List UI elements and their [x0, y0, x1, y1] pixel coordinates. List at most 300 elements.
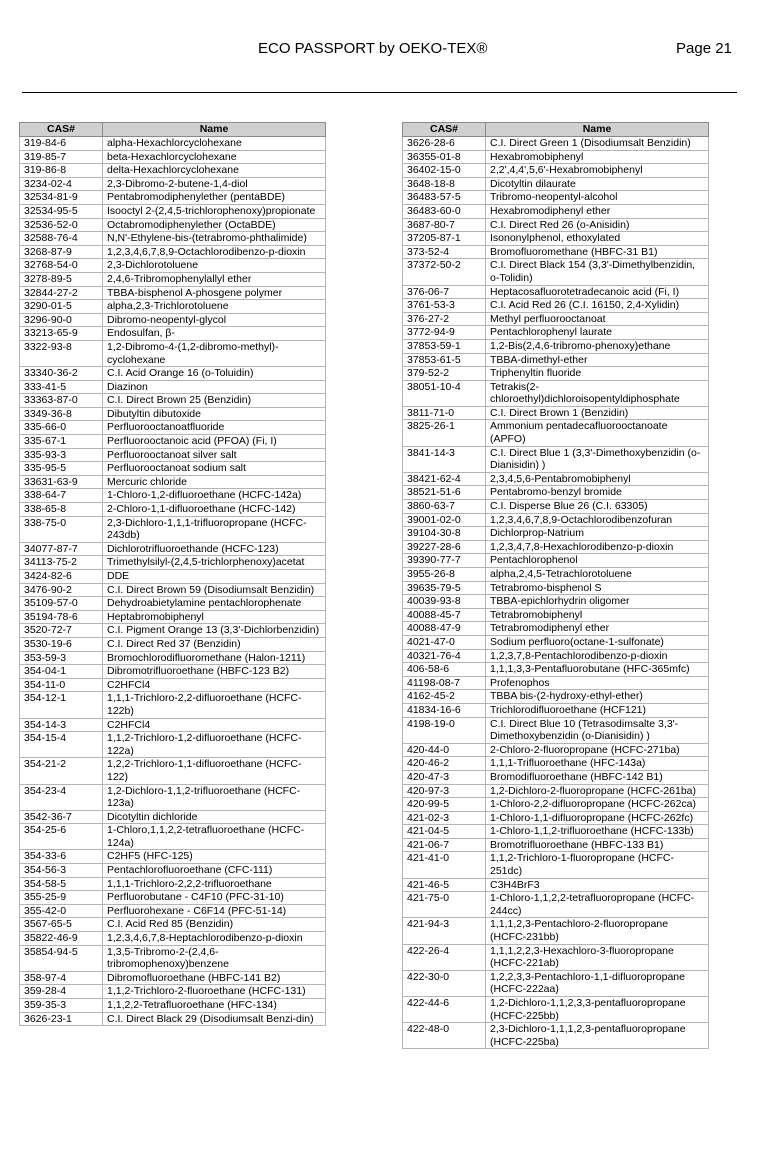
- table-row: [20, 421, 326, 435]
- cas-number-cell: 3761-53-3: [403, 299, 486, 313]
- cas-number-cell: 41834-16-6: [403, 703, 486, 717]
- header-divider: [22, 92, 737, 93]
- table-row: [403, 838, 709, 852]
- cas-number-cell: 355-25-9: [20, 891, 103, 905]
- substance-name-cell: Bromotrifluoroethane (HBFC-133 B1): [486, 838, 709, 852]
- cas-number-cell: 33363-87-0: [20, 394, 103, 408]
- cas-number-cell: 3648-18-8: [403, 177, 486, 191]
- substance-name-cell: C.I. Direct Black 154 (3,3'-Dimethylbenzidin, o-Tolidin): [486, 259, 709, 285]
- table-row: [20, 999, 326, 1013]
- substance-name-cell: 1,1,1,2,3-Pentachloro-2-fluoropropane (HCFC-231bb): [486, 918, 709, 944]
- table-row: [403, 204, 709, 218]
- cas-number-cell: 422-26-4: [403, 944, 486, 970]
- substance-name-cell: Heptabromobiphenyl: [103, 610, 326, 624]
- table-row: [403, 568, 709, 582]
- table-row: [20, 218, 326, 232]
- cas-number-cell: 3530-19-6: [20, 637, 103, 651]
- substance-name-cell: 1,2-Dichloro-2-fluoropropane (HCFC-261ba): [486, 784, 709, 798]
- substance-name-cell: C.I. Acid Orange 16 (o-Toluidin): [103, 367, 326, 381]
- table-row: [403, 339, 709, 353]
- table-row: [20, 718, 326, 732]
- table-row: [20, 945, 326, 971]
- table-row: [403, 649, 709, 663]
- table-row: [403, 150, 709, 164]
- cas-number-cell: 32588-76-4: [20, 232, 103, 246]
- table-row: [20, 503, 326, 517]
- cas-number-cell: 38521-51-6: [403, 486, 486, 500]
- name-column-header: Name: [486, 123, 709, 137]
- table-row: [20, 164, 326, 178]
- table-row: [20, 177, 326, 191]
- table-row: [20, 137, 326, 151]
- table-row: [20, 286, 326, 300]
- table-row: [20, 665, 326, 679]
- cas-number-cell: 354-25-6: [20, 824, 103, 850]
- substance-name-cell: C.I. Direct Red 26 (o-Anisidin): [486, 218, 709, 232]
- table-row: [403, 676, 709, 690]
- cas-number-cell: 420-47-3: [403, 770, 486, 784]
- substance-name-cell: Pentachlorophenyl laurate: [486, 326, 709, 340]
- substance-name-cell: Dibromotrifluoroethane (HBFC-123 B2): [103, 665, 326, 679]
- table-row: [403, 997, 709, 1023]
- cas-number-cell: 33340-36-2: [20, 367, 103, 381]
- table-row: [20, 583, 326, 597]
- substance-name-cell: C.I. Direct Blue 10 (Tetrasodimsalte 3,3'-Dimethoxybenzidin (o-Dianisidin) ): [486, 717, 709, 743]
- table-row: [403, 717, 709, 743]
- substance-name-cell: Mercuric chloride: [103, 475, 326, 489]
- substance-name-cell: 2,3-Dibromo-2-butene-1,4-diol: [103, 177, 326, 191]
- substance-name-cell: Pentabromodiphenylether (pentaBDE): [103, 191, 326, 205]
- cas-number-cell: 37372-50-2: [403, 259, 486, 285]
- table-row: [20, 150, 326, 164]
- substance-name-cell: 1-Chloro-1,1,2-trifluoroethane (HCFC-133b): [486, 825, 709, 839]
- substance-name-cell: Pentachlorophenol: [486, 554, 709, 568]
- cas-number-cell: 3234-02-4: [20, 177, 103, 191]
- table-row: [403, 581, 709, 595]
- table-row: [403, 878, 709, 892]
- page-header: [0, 40, 760, 62]
- substance-name-cell: C.I. Acid Red 26 (C.I. 16150, 2,4-Xylidin): [486, 299, 709, 313]
- cas-number-cell: 421-94-3: [403, 918, 486, 944]
- cas-number-cell: 376-06-7: [403, 285, 486, 299]
- substance-name-cell: Tetrabromodiphenyl ether: [486, 622, 709, 636]
- table-row: [403, 486, 709, 500]
- substance-name-cell: 2,2',4,4',5,6'-Hexabromobiphenyl: [486, 164, 709, 178]
- cas-number-cell: 3772-94-9: [403, 326, 486, 340]
- cas-number-cell: 354-23-4: [20, 784, 103, 810]
- table-row: [403, 743, 709, 757]
- substance-name-cell: TBBA-dimethyl-ether: [486, 353, 709, 367]
- cas-number-cell: 354-58-5: [20, 877, 103, 891]
- cas-number-cell: 335-67-1: [20, 435, 103, 449]
- substance-name-cell: Isooctyl 2-(2,4,5-trichlorophenoxy)propionate: [103, 204, 326, 218]
- cas-number-cell: 354-33-6: [20, 850, 103, 864]
- substance-name-cell: 1,2-Bis(2,4,6-tribromo-phenoxy)ethane: [486, 339, 709, 353]
- table-row: [403, 285, 709, 299]
- cas-number-cell: 421-41-0: [403, 852, 486, 878]
- cas-number-cell: 39104-30-8: [403, 527, 486, 541]
- substance-name-cell: 1,2,3,4,7,8-Hexachlorodibenzo-p-dioxin: [486, 540, 709, 554]
- substance-name-cell: 1-Chloro-1,1,2,2-tetrafluoropropane (HCFC-244cc): [486, 892, 709, 918]
- table-row: [20, 1012, 326, 1026]
- substance-name-cell: Perfluorobutane - C4F10 (PFC-31-10): [103, 891, 326, 905]
- substance-name-cell: TBBA-bisphenol A-phosgene polymer: [103, 286, 326, 300]
- table-row: [403, 918, 709, 944]
- cas-number-cell: 36483-60-0: [403, 204, 486, 218]
- substance-name-cell: Tribromo-neopentyl-alcohol: [486, 191, 709, 205]
- cas-column-header: CAS#: [403, 123, 486, 137]
- cas-number-cell: 40088-47-9: [403, 622, 486, 636]
- substance-name-cell: C.I. Disperse Blue 26 (C.I. 63305): [486, 500, 709, 514]
- substance-name-cell: Perfluorooctanoat silver salt: [103, 448, 326, 462]
- cas-number-cell: 4198-19-0: [403, 717, 486, 743]
- cas-number-cell: 4162-45-2: [403, 690, 486, 704]
- substance-name-cell: Ammonium pentadecafluorooctanoate (APFO): [486, 420, 709, 446]
- cas-number-cell: 38051-10-4: [403, 380, 486, 406]
- table-row: [403, 245, 709, 259]
- table-row: [20, 394, 326, 408]
- table-row: [403, 137, 709, 151]
- substance-name-cell: 1,2,2-Trichloro-1,1-difluoroethane (HCFC-122): [103, 758, 326, 784]
- table-row: [20, 462, 326, 476]
- table-row: [20, 891, 326, 905]
- substance-name-cell: C2HFCl4: [103, 718, 326, 732]
- substance-name-cell: 1-Chloro-2,2-difluoropropane (HCFC-262ca): [486, 798, 709, 812]
- cas-number-cell: 40321-76-4: [403, 649, 486, 663]
- substance-name-cell: 1,2-Dibromo-4-(1,2-dibromo-methyl)-cyclohexane: [103, 340, 326, 366]
- table-row: [20, 380, 326, 394]
- table-row: [20, 624, 326, 638]
- table-row: [20, 300, 326, 314]
- table-row: [20, 204, 326, 218]
- substance-name-cell: Perfluorooctanoatfluoride: [103, 421, 326, 435]
- cas-number-cell: 37853-59-1: [403, 339, 486, 353]
- cas-number-cell: 421-02-3: [403, 811, 486, 825]
- table-row: [20, 651, 326, 665]
- cas-number-cell: 35822-46-9: [20, 932, 103, 946]
- table-row: [20, 864, 326, 878]
- substance-name-cell: Perfluorooctanoat sodium salt: [103, 462, 326, 476]
- cas-number-cell: 353-59-3: [20, 651, 103, 665]
- table-row: [20, 516, 326, 542]
- table-row: [20, 245, 326, 259]
- table-row: [20, 678, 326, 692]
- cas-number-cell: 406-58-6: [403, 663, 486, 677]
- cas-number-cell: 3626-23-1: [20, 1012, 103, 1026]
- table-row: [20, 570, 326, 584]
- substance-name-cell: 1,2,3,4,6,7,8,9-Octachlorodibenzofuran: [486, 513, 709, 527]
- cas-number-cell: 333-41-5: [20, 380, 103, 394]
- table-row: [20, 313, 326, 327]
- substance-name-cell: 1-Chloro,1,1,2,2-tetrafluoroethane (HCFC-124a): [103, 824, 326, 850]
- cas-number-cell: 3626-28-6: [403, 137, 486, 151]
- substance-name-cell: Hexabromodiphenyl ether: [486, 204, 709, 218]
- cas-number-cell: 36355-01-8: [403, 150, 486, 164]
- table-row: [403, 825, 709, 839]
- substance-name-cell: C.I. Direct Blue 1 (3,3'-Dimethoxybenzidin (o-Dianisidin) ): [486, 446, 709, 472]
- cas-number-cell: 3811-71-0: [403, 406, 486, 420]
- substance-name-cell: Dichlorotrifluoroethande (HCFC-123): [103, 542, 326, 556]
- cas-number-cell: 3476-90-2: [20, 583, 103, 597]
- cas-number-cell: 338-64-7: [20, 489, 103, 503]
- substance-name-cell: 1,2-Dichloro-1,1,2-trifluoroethane (HCFC-123a): [103, 784, 326, 810]
- table-row: [20, 732, 326, 758]
- table-header-row: [403, 123, 709, 137]
- table-row: [20, 784, 326, 810]
- table-row: [403, 367, 709, 381]
- cas-number-cell: 354-14-3: [20, 718, 103, 732]
- substance-name-cell: 1,2,3,7,8-Pentachlorodibenzo-p-dioxin: [486, 649, 709, 663]
- cas-number-cell: 3825-26-1: [403, 420, 486, 446]
- table-row: [20, 542, 326, 556]
- cas-number-cell: 335-66-0: [20, 421, 103, 435]
- substance-name-cell: C.I. Direct Brown 1 (Benzidin): [486, 406, 709, 420]
- substance-name-cell: Tetrakis(2-chloroethyl)dichloroisopentyldiphosphate: [486, 380, 709, 406]
- cas-number-cell: 40039-93-8: [403, 595, 486, 609]
- cas-number-cell: 35109-57-0: [20, 597, 103, 611]
- table-row: [20, 971, 326, 985]
- substance-name-cell: C.I. Direct Black 29 (Disodiumsalt Benzi-din): [103, 1012, 326, 1026]
- substance-name-cell: Dicotyltin dichloride: [103, 810, 326, 824]
- table-row: [403, 554, 709, 568]
- cas-number-cell: 3841-14-3: [403, 446, 486, 472]
- cas-number-cell: 420-46-2: [403, 757, 486, 771]
- table-row: [20, 918, 326, 932]
- table-row: [403, 944, 709, 970]
- table-row: [20, 327, 326, 341]
- substance-name-cell: 1,3,5-Tribromo-2-(2,4,6-tribromophenoxy)benzene: [103, 945, 326, 971]
- substance-name-cell: Heptacosafluorotetradecanoic acid (Fi, I): [486, 285, 709, 299]
- cas-number-cell: 35194-78-6: [20, 610, 103, 624]
- substance-name-cell: Dibromo-neopentyl-glycol: [103, 313, 326, 327]
- table-row: [403, 446, 709, 472]
- substance-table-right: [402, 122, 709, 1049]
- table-row: [403, 595, 709, 609]
- substance-name-cell: Profenophos: [486, 676, 709, 690]
- cas-number-cell: 421-04-5: [403, 825, 486, 839]
- substance-name-cell: C.I. Direct Green 1 (Disodiumsalt Benzidin): [486, 137, 709, 151]
- table-row: [20, 932, 326, 946]
- table-row: [403, 784, 709, 798]
- substance-name-cell: 1,1,1,3,3-Pentafluorobutane (HFC-365mfc): [486, 663, 709, 677]
- substance-name-cell: alpha,2,4,5-Tetrachlorotoluene: [486, 568, 709, 582]
- table-row: [403, 970, 709, 996]
- table-row: [403, 380, 709, 406]
- cas-number-cell: 39227-28-6: [403, 540, 486, 554]
- cas-number-cell: 422-48-0: [403, 1023, 486, 1049]
- substance-name-cell: Endosulfan, β-: [103, 327, 326, 341]
- table-row: [403, 690, 709, 704]
- substance-name-cell: Isononylphenol, ethoxylated: [486, 232, 709, 246]
- substance-name-cell: C3H4BrF3: [486, 878, 709, 892]
- substance-name-cell: Tetrabromobiphenyl: [486, 608, 709, 622]
- cas-number-cell: 32768-54-0: [20, 259, 103, 273]
- table-row: [403, 852, 709, 878]
- substance-name-cell: Pentachlorofluoroethane (CFC-111): [103, 864, 326, 878]
- cas-number-cell: 319-86-8: [20, 164, 103, 178]
- substance-name-cell: C.I. Direct Brown 25 (Benzidin): [103, 394, 326, 408]
- table-row: [403, 259, 709, 285]
- table-row: [20, 367, 326, 381]
- cas-number-cell: 319-84-6: [20, 137, 103, 151]
- substance-name-cell: Perfluorooctanoic acid (PFOA) (Fi, I): [103, 435, 326, 449]
- table-row: [20, 475, 326, 489]
- substance-name-cell: 1,2-Dichloro-1,1,2,3,3-pentafluoropropane (HCFC-225bb): [486, 997, 709, 1023]
- cas-number-cell: 354-56-3: [20, 864, 103, 878]
- cas-number-cell: 420-97-3: [403, 784, 486, 798]
- substance-name-cell: Dehydroabietylamine pentachlorophenate: [103, 597, 326, 611]
- cas-number-cell: 32534-81-9: [20, 191, 103, 205]
- table-row: [20, 810, 326, 824]
- substance-name-cell: Dibutyltin dibutoxide: [103, 407, 326, 421]
- substance-name-cell: 2-Chloro-2-fluoropropane (HCFC-271ba): [486, 743, 709, 757]
- substance-name-cell: 2,3,4,5,6-Pentabromobiphenyl: [486, 472, 709, 486]
- substance-name-cell: 1,1,1-Trichloro-2,2-difluoroethane (HCFC-122b): [103, 692, 326, 718]
- substance-name-cell: 2-Chloro-1,1-difluoroethane (HCFC-142): [103, 503, 326, 517]
- substance-name-cell: 1,1,1,2,2,3-Hexachloro-3-fluoropropane (HCFC-221ab): [486, 944, 709, 970]
- substance-name-cell: 2,4,6-Tribromophenylallyl ether: [103, 272, 326, 286]
- substance-name-cell: Pentabromo-benzyl bromide: [486, 486, 709, 500]
- table-row: [20, 259, 326, 273]
- substance-name-cell: Dibromofluoroethane (HBFC-141 B2): [103, 971, 326, 985]
- substance-name-cell: Trichlorodifluoroethane (HCF121): [486, 703, 709, 717]
- table-row: [20, 597, 326, 611]
- table-row: [20, 904, 326, 918]
- table-row: [403, 513, 709, 527]
- cas-number-cell: 421-46-5: [403, 878, 486, 892]
- table-row: [403, 527, 709, 541]
- cas-number-cell: 3349-36-8: [20, 407, 103, 421]
- table-row: [403, 218, 709, 232]
- table-row: [403, 232, 709, 246]
- cas-number-cell: 3567-65-5: [20, 918, 103, 932]
- substance-name-cell: 1,2,3,4,6,7,8-Heptachlorodibenzo-p-dioxin: [103, 932, 326, 946]
- table-row: [20, 758, 326, 784]
- substance-name-cell: C2HFCl4: [103, 678, 326, 692]
- cas-number-cell: 3290-01-5: [20, 300, 103, 314]
- table-row: [20, 824, 326, 850]
- cas-number-cell: 3542-36-7: [20, 810, 103, 824]
- page-number: Page 21: [676, 40, 732, 57]
- table-row: [20, 985, 326, 999]
- table-row: [20, 637, 326, 651]
- substance-name-cell: beta-Hexachlorcyclohexane: [103, 150, 326, 164]
- table-row: [20, 692, 326, 718]
- substance-name-cell: 1,1,2,2-Tetrafluoroethane (HFC-134): [103, 999, 326, 1013]
- cas-number-cell: 335-95-5: [20, 462, 103, 476]
- table-row: [403, 892, 709, 918]
- substance-name-cell: 1,1,1-Trichloro-2,2,2-trifluoroethane: [103, 877, 326, 891]
- table-row: [403, 353, 709, 367]
- cas-number-cell: 37205-87-1: [403, 232, 486, 246]
- cas-number-cell: 36402-15-0: [403, 164, 486, 178]
- table-row: [20, 448, 326, 462]
- cas-number-cell: 35854-94-5: [20, 945, 103, 971]
- cas-number-cell: 359-35-3: [20, 999, 103, 1013]
- substance-name-cell: 1-Chloro-1,2-difluoroethane (HCFC-142a): [103, 489, 326, 503]
- table-row: [20, 850, 326, 864]
- table-row: [403, 312, 709, 326]
- table-row: [403, 1023, 709, 1049]
- table-row: [20, 610, 326, 624]
- cas-number-cell: 335-93-3: [20, 448, 103, 462]
- substance-name-cell: Hexabromobiphenyl: [486, 150, 709, 164]
- cas-number-cell: 373-52-4: [403, 245, 486, 259]
- cas-number-cell: 3955-26-8: [403, 568, 486, 582]
- table-row: [403, 177, 709, 191]
- table-row: [403, 770, 709, 784]
- cas-number-cell: 32536-52-0: [20, 218, 103, 232]
- table-row: [20, 272, 326, 286]
- cas-number-cell: 34077-87-7: [20, 542, 103, 556]
- cas-number-cell: 32844-27-2: [20, 286, 103, 300]
- cas-number-cell: 39390-77-7: [403, 554, 486, 568]
- substance-name-cell: N,N'-Ethylene-bis-(tetrabromo-phthalimide): [103, 232, 326, 246]
- table-row: [403, 299, 709, 313]
- cas-number-cell: 422-44-6: [403, 997, 486, 1023]
- substance-name-cell: Trimethylsilyl-(2,4,5-trichlorphenoxy)acetat: [103, 556, 326, 570]
- substance-name-cell: 1,1,2-Trichloro-1,2-difluoroethane (HCFC-122a): [103, 732, 326, 758]
- substance-name-cell: 1,1,2-Trichloro-2-fluoroethane (HCFC-131): [103, 985, 326, 999]
- substance-name-cell: Diazinon: [103, 380, 326, 394]
- table-row: [20, 407, 326, 421]
- substance-name-cell: alpha,2,3-Trichlorotoluene: [103, 300, 326, 314]
- name-column-header: Name: [103, 123, 326, 137]
- substance-name-cell: Sodium perfluoro(octane-1-sulfonate): [486, 635, 709, 649]
- table-row: [20, 435, 326, 449]
- cas-number-cell: 354-04-1: [20, 665, 103, 679]
- cas-column-header: CAS#: [20, 123, 103, 137]
- table-row: [403, 608, 709, 622]
- substance-name-cell: Bromochlorodifluoromethane (Halon-1211): [103, 651, 326, 665]
- substance-name-cell: alpha-Hexachlorcyclohexane: [103, 137, 326, 151]
- document-title: ECO PASSPORT by OEKO-TEX®: [258, 40, 488, 57]
- substance-name-cell: delta-Hexachlorcyclohexane: [103, 164, 326, 178]
- table-row: [403, 164, 709, 178]
- table-row: [20, 877, 326, 891]
- cas-number-cell: 359-28-4: [20, 985, 103, 999]
- table-row: [403, 420, 709, 446]
- cas-number-cell: 358-97-4: [20, 971, 103, 985]
- substance-name-cell: 2,3-Dichlorotoluene: [103, 259, 326, 273]
- cas-number-cell: 354-21-2: [20, 758, 103, 784]
- table-row: [20, 191, 326, 205]
- cas-number-cell: 32534-95-5: [20, 204, 103, 218]
- cas-number-cell: 36483-57-5: [403, 191, 486, 205]
- substance-name-cell: C.I. Direct Brown 59 (Disodiumsalt Benzidin): [103, 583, 326, 597]
- substance-name-cell: 1,2,3,4,6,7,8,9-Octachlorodibenzo-p-dioxin: [103, 245, 326, 259]
- table-row: [403, 406, 709, 420]
- table-header-row: [20, 123, 326, 137]
- cas-number-cell: 420-99-5: [403, 798, 486, 812]
- table-row: [403, 811, 709, 825]
- table-row: [403, 703, 709, 717]
- cas-number-cell: 338-65-8: [20, 503, 103, 517]
- cas-number-cell: 3520-72-7: [20, 624, 103, 638]
- cas-number-cell: 33213-65-9: [20, 327, 103, 341]
- table-row: [20, 489, 326, 503]
- table-row: [403, 635, 709, 649]
- cas-number-cell: 41198-08-7: [403, 676, 486, 690]
- cas-number-cell: 420-44-0: [403, 743, 486, 757]
- table-row: [403, 757, 709, 771]
- table-row: [403, 191, 709, 205]
- cas-number-cell: 354-15-4: [20, 732, 103, 758]
- cas-number-cell: 376-27-2: [403, 312, 486, 326]
- cas-number-cell: 354-11-0: [20, 678, 103, 692]
- cas-number-cell: 37853-61-5: [403, 353, 486, 367]
- cas-number-cell: 3296-90-0: [20, 313, 103, 327]
